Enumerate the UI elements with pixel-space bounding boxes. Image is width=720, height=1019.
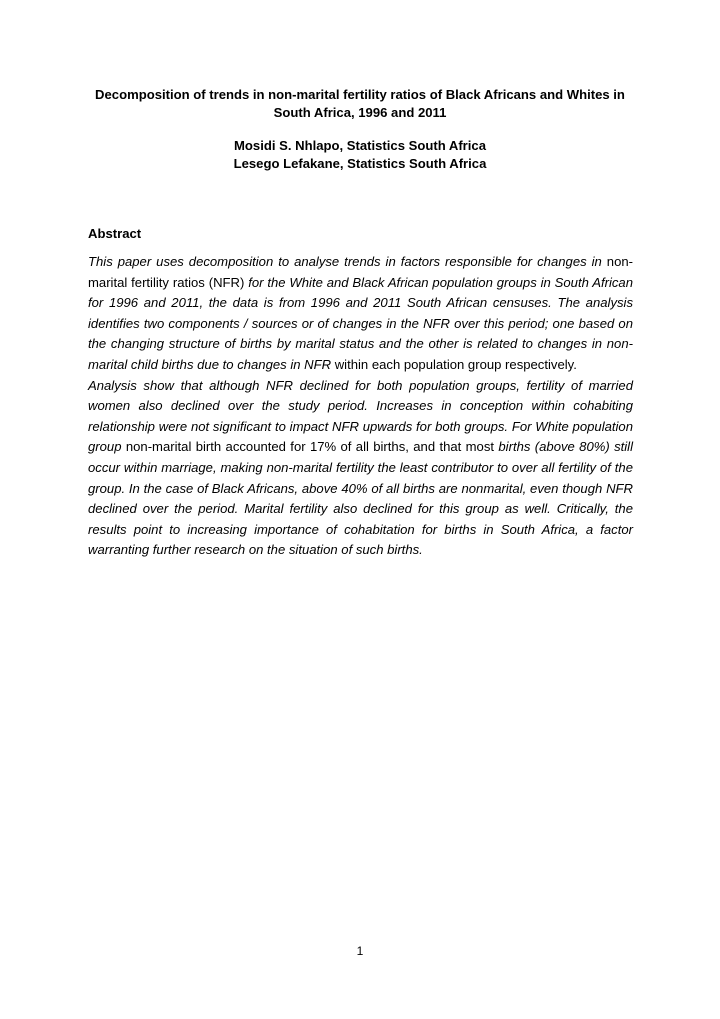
abstract-paragraph-1: [88, 252, 633, 376]
abstract-p1-segment-2: non-marital fertility ratios (NFR): [88, 254, 633, 290]
abstract-p1-segment-1: This paper uses decomposition to analyse trends in factors responsible for changes in: [88, 254, 602, 269]
abstract-paragraph-2: [88, 376, 633, 561]
abstract-p2-segment-1: Analysis show that although NFR declined for both population groups, fertility of married women also declined over the study period. Increases in conception within cohabiting relationship were not significant to impact NFR upwards for both groups. For White population group: [88, 377, 633, 455]
author-block: [84, 137, 636, 172]
abstract-heading: Abstract: [88, 226, 142, 241]
paper-title-line-1: Decomposition of trends in non-marital fertility ratios of Black Africans and Whites in: [95, 87, 625, 102]
abstract-p2-segment-3: births (above 80%) still occur within marriage, making non-marital fertility the least contributor to over all fertility of the group. In the case of Black Africans, above 40% of all births are nonmarital, even though NFR declined over the period. Marital fertility also declined for this group as well. Critically, the results point to increasing importance of cohabitation for births in South Africa, a factor warranting further research on the situation of such births.: [88, 439, 633, 558]
abstract-p1-segment-3: for the White and Black African population groups in South African for 1996 and 2011, the data is from 1996 and 2011 South African censuses. The analysis identifies two components / sources or of changes in the NFR over this period; one based on the changing structure of births by marital status and the other is related to changes in non-marital child births due to changes in NFR: [88, 274, 633, 372]
author-1: Mosidi S. Nhlapo, Statistics South Africa: [234, 138, 486, 153]
abstract-p2-segment-2: non-marital birth accounted for 17% of all births, and that most: [121, 439, 499, 455]
abstract-p1-segment-4: within each population group respectively.: [331, 356, 577, 372]
paper-title: [84, 86, 636, 121]
author-2: Lesego Lefakane, Statistics South Africa: [233, 155, 487, 171]
page-number: 1: [356, 944, 364, 958]
paper-title-line-2: South Africa, 1996 and 2011: [273, 104, 447, 120]
abstract-body: [88, 252, 633, 561]
